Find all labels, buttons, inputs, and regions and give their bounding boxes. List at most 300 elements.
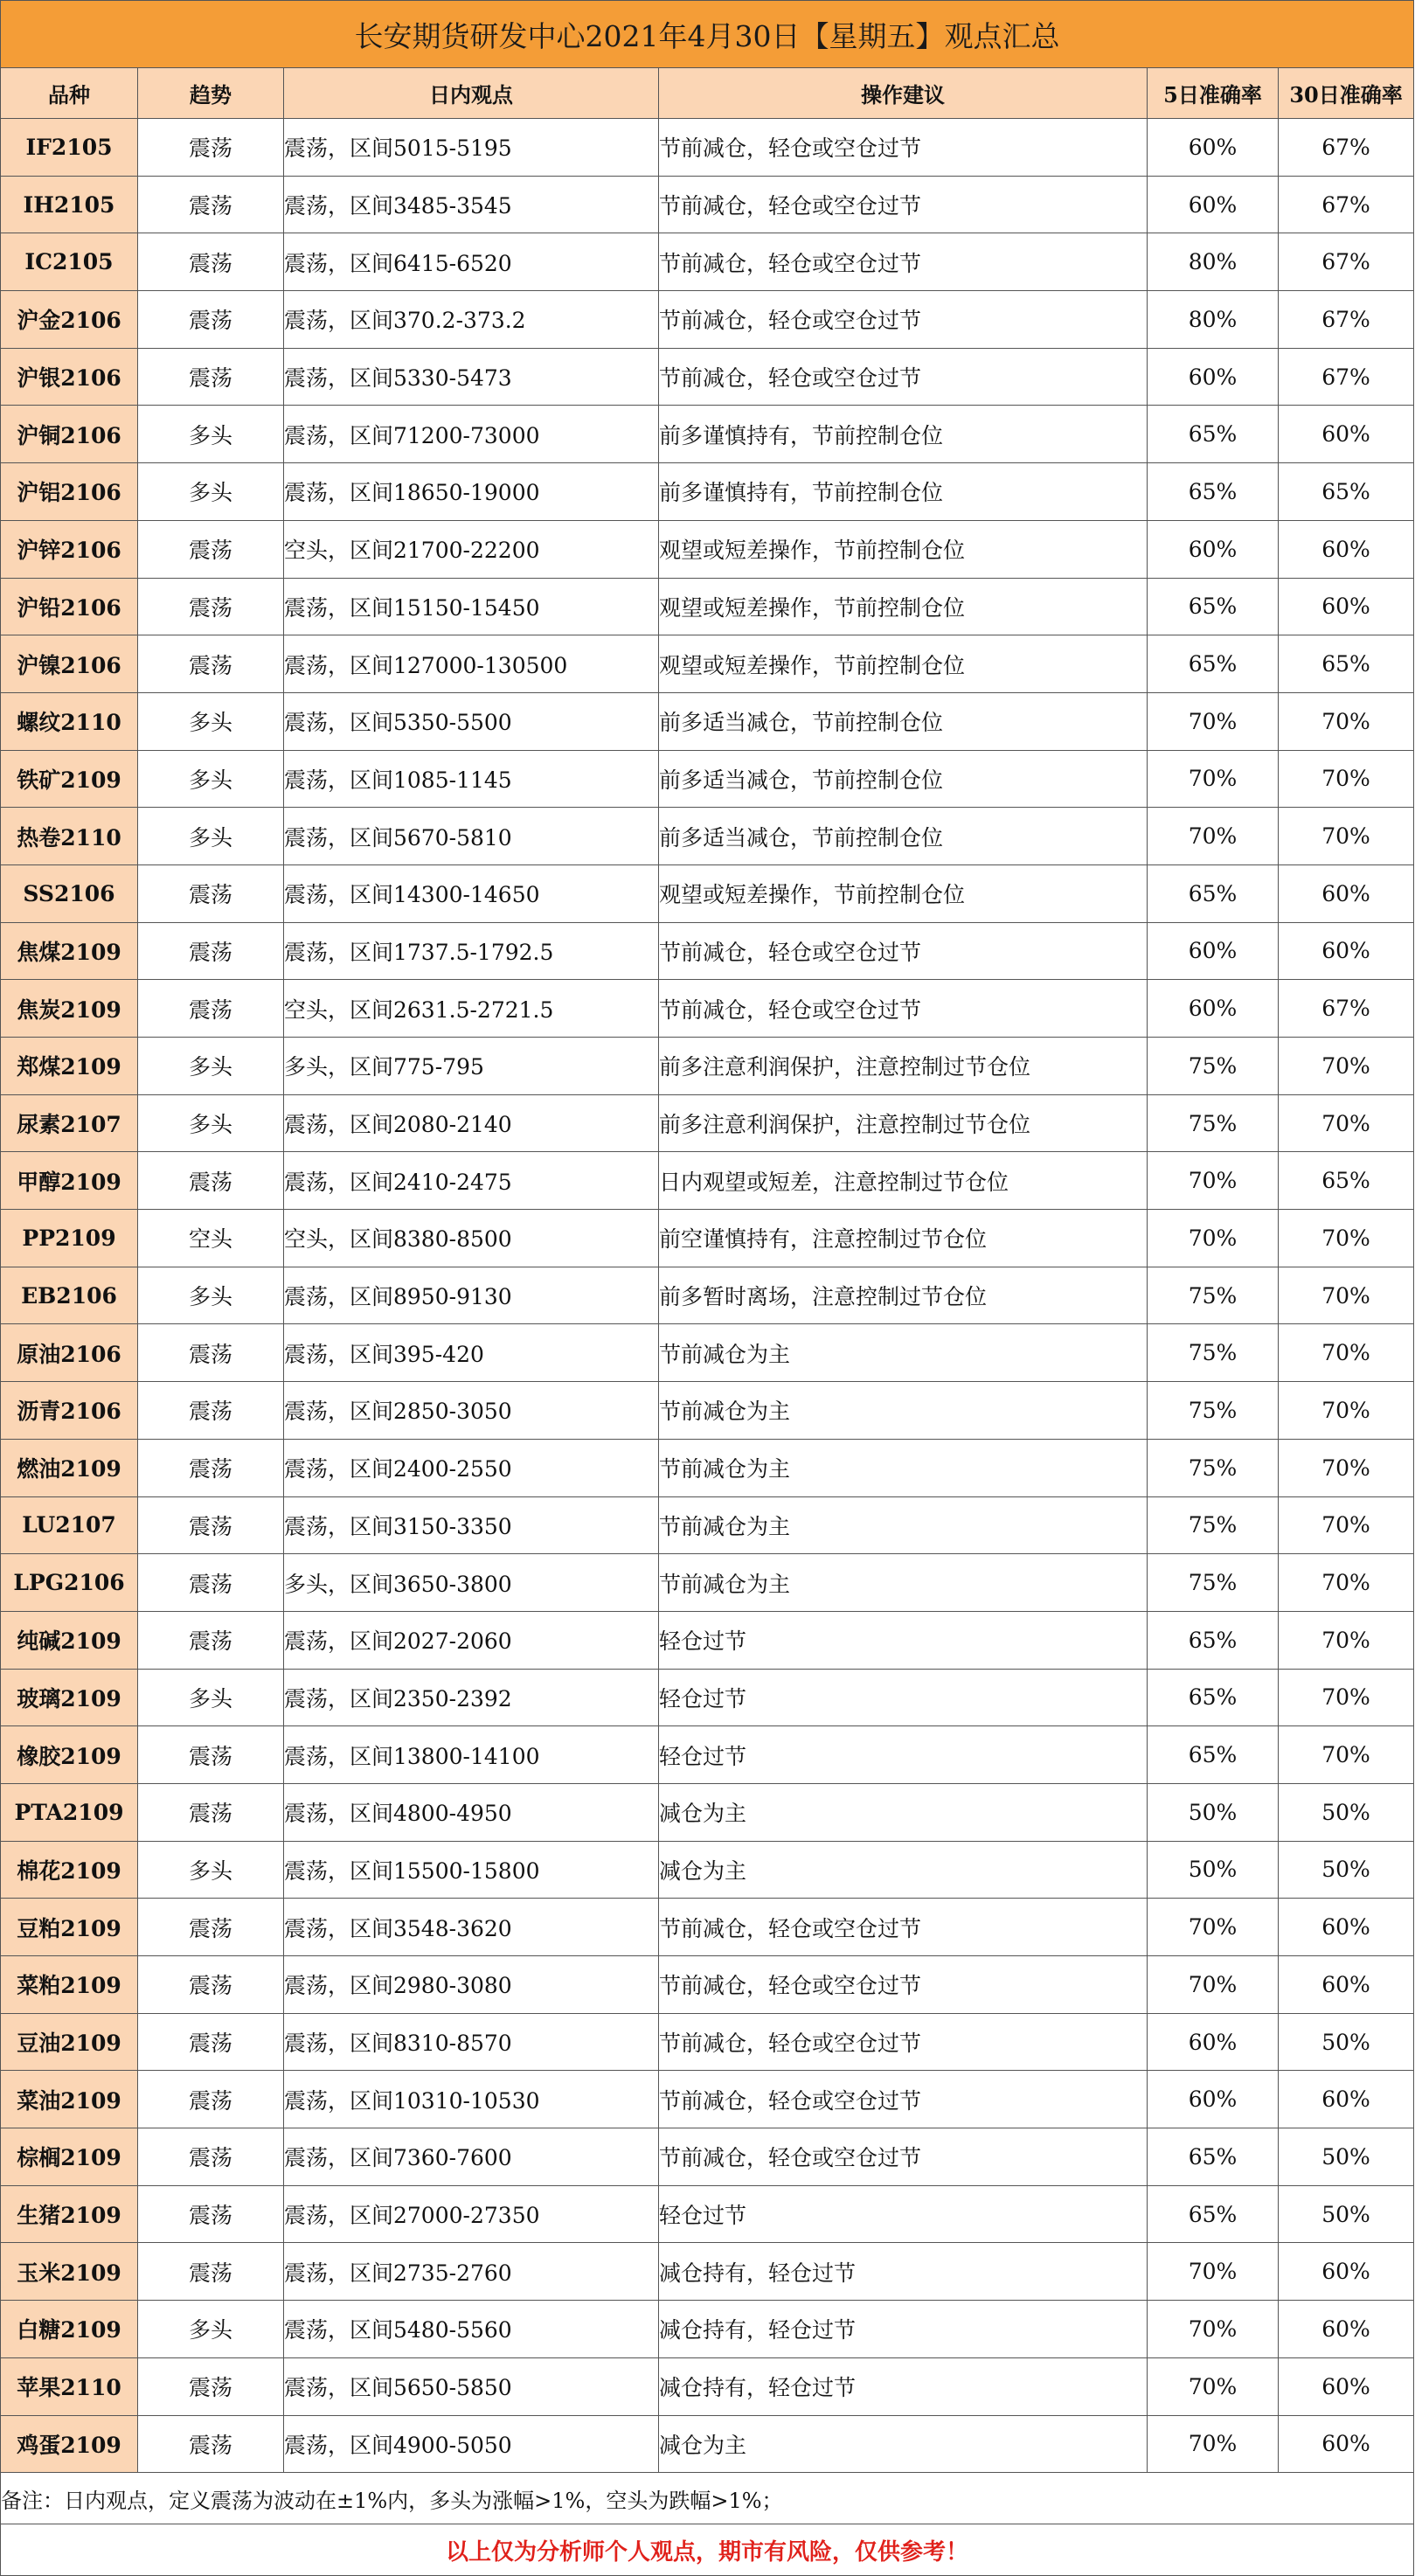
cell-variety: 豆油2109 bbox=[1, 2013, 138, 2071]
cell-variety: 沪银2106 bbox=[1, 348, 138, 406]
cell-intraday: 震荡，区间8310-8570 bbox=[284, 2013, 659, 2071]
cell-acc5: 80% bbox=[1148, 233, 1279, 291]
cell-intraday: 震荡，区间13800-14100 bbox=[284, 1726, 659, 1784]
cell-intraday: 震荡，区间71200-73000 bbox=[284, 406, 659, 463]
cell-advice: 节前减仓，轻仓或空仓过节 bbox=[659, 1956, 1148, 2014]
table-row bbox=[1, 2415, 1414, 2473]
cell-acc5: 70% bbox=[1148, 1956, 1279, 2014]
cell-trend: 震荡 bbox=[138, 1726, 284, 1784]
cell-variety: 鸡蛋2109 bbox=[1, 2415, 138, 2473]
cell-advice: 节前减仓为主 bbox=[659, 1382, 1148, 1440]
cell-trend: 震荡 bbox=[138, 980, 284, 1038]
table-row bbox=[1, 406, 1414, 463]
cell-variety: 沪锌2106 bbox=[1, 520, 138, 578]
cell-trend: 震荡 bbox=[138, 2243, 284, 2301]
table-row bbox=[1, 750, 1414, 808]
cell-intraday: 震荡，区间6415-6520 bbox=[284, 233, 659, 291]
cell-acc30: 67% bbox=[1279, 980, 1414, 1038]
cell-intraday: 震荡，区间2980-3080 bbox=[284, 1956, 659, 2014]
cell-acc30: 67% bbox=[1279, 291, 1414, 349]
cell-advice: 前多适当减仓，节前控制仓位 bbox=[659, 808, 1148, 865]
cell-acc30: 70% bbox=[1279, 1611, 1414, 1669]
cell-intraday: 震荡，区间4900-5050 bbox=[284, 2415, 659, 2473]
table-row bbox=[1, 922, 1414, 980]
cell-intraday: 震荡，区间15150-15450 bbox=[284, 578, 659, 635]
cell-acc30: 60% bbox=[1279, 2243, 1414, 2301]
cell-intraday: 震荡，区间2400-2550 bbox=[284, 1439, 659, 1496]
cell-acc30: 60% bbox=[1279, 578, 1414, 635]
footnote: 备注：日内观点，定义震荡为波动在±1%内，多头为涨幅>1%，空头为跌幅>1%； bbox=[1, 2473, 1414, 2524]
cell-advice: 节前减仓为主 bbox=[659, 1496, 1148, 1554]
cell-intraday: 震荡，区间27000-27350 bbox=[284, 2185, 659, 2243]
cell-acc30: 70% bbox=[1279, 1554, 1414, 1612]
cell-intraday: 多头，区间3650-3800 bbox=[284, 1554, 659, 1612]
cell-trend: 震荡 bbox=[138, 1324, 284, 1382]
table-row bbox=[1, 808, 1414, 865]
cell-advice: 轻仓过节 bbox=[659, 1611, 1148, 1669]
cell-acc5: 65% bbox=[1148, 635, 1279, 693]
cell-variety: 橡胶2109 bbox=[1, 1726, 138, 1784]
table-row bbox=[1, 233, 1414, 291]
cell-variety: 生猪2109 bbox=[1, 2185, 138, 2243]
cell-variety: PP2109 bbox=[1, 1210, 138, 1267]
cell-trend: 震荡 bbox=[138, 348, 284, 406]
cell-variety: 苹果2110 bbox=[1, 2357, 138, 2415]
table-row bbox=[1, 980, 1414, 1038]
cell-variety: 沪铜2106 bbox=[1, 406, 138, 463]
cell-acc5: 60% bbox=[1148, 176, 1279, 233]
cell-acc30: 60% bbox=[1279, 2415, 1414, 2473]
cell-intraday: 震荡，区间7360-7600 bbox=[284, 2128, 659, 2186]
cell-acc30: 50% bbox=[1279, 2128, 1414, 2186]
cell-acc30: 70% bbox=[1279, 1439, 1414, 1496]
cell-acc5: 70% bbox=[1148, 2415, 1279, 2473]
cell-advice: 减仓为主 bbox=[659, 1841, 1148, 1899]
cell-acc5: 70% bbox=[1148, 692, 1279, 750]
cell-acc5: 75% bbox=[1148, 1496, 1279, 1554]
title-row bbox=[1, 1, 1414, 68]
table-row bbox=[1, 1267, 1414, 1324]
table-row bbox=[1, 1899, 1414, 1956]
cell-variety: IF2105 bbox=[1, 119, 138, 177]
cell-intraday: 震荡，区间370.2-373.2 bbox=[284, 291, 659, 349]
cell-advice: 前多注意利润保护，注意控制过节仓位 bbox=[659, 1038, 1148, 1095]
cell-intraday: 震荡，区间2027-2060 bbox=[284, 1611, 659, 1669]
cell-trend: 空头 bbox=[138, 1210, 284, 1267]
cell-trend: 多头 bbox=[138, 692, 284, 750]
cell-advice: 前多适当减仓，节前控制仓位 bbox=[659, 692, 1148, 750]
cell-intraday: 震荡，区间8950-9130 bbox=[284, 1267, 659, 1324]
table-row bbox=[1, 348, 1414, 406]
cell-acc30: 65% bbox=[1279, 463, 1414, 521]
cell-trend: 震荡 bbox=[138, 1899, 284, 1956]
cell-acc5: 70% bbox=[1148, 1210, 1279, 1267]
cell-acc5: 70% bbox=[1148, 750, 1279, 808]
cell-acc5: 75% bbox=[1148, 1324, 1279, 1382]
cell-advice: 前多谨慎持有，节前控制仓位 bbox=[659, 406, 1148, 463]
cell-variety: 菜粕2109 bbox=[1, 1956, 138, 2014]
cell-acc30: 70% bbox=[1279, 692, 1414, 750]
cell-acc30: 67% bbox=[1279, 119, 1414, 177]
cell-advice: 节前减仓，轻仓或空仓过节 bbox=[659, 291, 1148, 349]
cell-acc5: 65% bbox=[1148, 1669, 1279, 1726]
cell-trend: 震荡 bbox=[138, 2357, 284, 2415]
cell-variety: 尿素2107 bbox=[1, 1094, 138, 1152]
table-row bbox=[1, 176, 1414, 233]
cell-trend: 震荡 bbox=[138, 1956, 284, 2014]
cell-acc30: 70% bbox=[1279, 1267, 1414, 1324]
cell-advice: 节前减仓，轻仓或空仓过节 bbox=[659, 1899, 1148, 1956]
cell-trend: 多头 bbox=[138, 1267, 284, 1324]
cell-acc5: 50% bbox=[1148, 1783, 1279, 1841]
cell-advice: 减仓为主 bbox=[659, 2415, 1148, 2473]
cell-intraday: 震荡，区间4800-4950 bbox=[284, 1783, 659, 1841]
table-row bbox=[1, 291, 1414, 349]
cell-advice: 节前减仓，轻仓或空仓过节 bbox=[659, 119, 1148, 177]
cell-acc5: 70% bbox=[1148, 2243, 1279, 2301]
cell-acc30: 50% bbox=[1279, 2185, 1414, 2243]
cell-intraday: 震荡，区间2080-2140 bbox=[284, 1094, 659, 1152]
cell-acc5: 70% bbox=[1148, 808, 1279, 865]
cell-advice: 减仓为主 bbox=[659, 1783, 1148, 1841]
cell-trend: 多头 bbox=[138, 1094, 284, 1152]
cell-intraday: 震荡，区间1085-1145 bbox=[284, 750, 659, 808]
cell-variety: 焦煤2109 bbox=[1, 922, 138, 980]
cell-intraday: 震荡，区间1737.5-1792.5 bbox=[284, 922, 659, 980]
cell-trend: 震荡 bbox=[138, 291, 284, 349]
cell-acc30: 60% bbox=[1279, 1956, 1414, 2014]
cell-trend: 多头 bbox=[138, 1038, 284, 1095]
cell-trend: 震荡 bbox=[138, 2013, 284, 2071]
cell-acc30: 60% bbox=[1279, 520, 1414, 578]
cell-advice: 观望或短差操作，节前控制仓位 bbox=[659, 520, 1148, 578]
cell-acc5: 75% bbox=[1148, 1439, 1279, 1496]
cell-acc30: 60% bbox=[1279, 2301, 1414, 2358]
cell-variety: 玉米2109 bbox=[1, 2243, 138, 2301]
cell-acc30: 70% bbox=[1279, 1038, 1414, 1095]
cell-acc30: 70% bbox=[1279, 1496, 1414, 1554]
table-row bbox=[1, 2185, 1414, 2243]
cell-advice: 前多谨慎持有，节前控制仓位 bbox=[659, 463, 1148, 521]
cell-trend: 震荡 bbox=[138, 1382, 284, 1440]
cell-acc30: 50% bbox=[1279, 1841, 1414, 1899]
cell-advice: 节前减仓，轻仓或空仓过节 bbox=[659, 980, 1148, 1038]
cell-variety: 沪金2106 bbox=[1, 291, 138, 349]
cell-advice: 节前减仓为主 bbox=[659, 1554, 1148, 1612]
cell-variety: 玻璃2109 bbox=[1, 1669, 138, 1726]
cell-acc30: 60% bbox=[1279, 864, 1414, 922]
cell-variety: 燃油2109 bbox=[1, 1439, 138, 1496]
cell-advice: 观望或短差操作，节前控制仓位 bbox=[659, 578, 1148, 635]
cell-acc5: 70% bbox=[1148, 2357, 1279, 2415]
cell-advice: 节前减仓为主 bbox=[659, 1439, 1148, 1496]
cell-acc30: 70% bbox=[1279, 808, 1414, 865]
cell-intraday: 震荡，区间5350-5500 bbox=[284, 692, 659, 750]
cell-advice: 轻仓过节 bbox=[659, 1669, 1148, 1726]
cell-variety: 棕榈2109 bbox=[1, 2128, 138, 2186]
cell-variety: LU2107 bbox=[1, 1496, 138, 1554]
cell-intraday: 震荡，区间5650-5850 bbox=[284, 2357, 659, 2415]
cell-trend: 震荡 bbox=[138, 1496, 284, 1554]
disclaimer-row bbox=[1, 2524, 1414, 2576]
cell-acc30: 50% bbox=[1279, 1783, 1414, 1841]
cell-variety: 原油2106 bbox=[1, 1324, 138, 1382]
cell-variety: 螺纹2110 bbox=[1, 692, 138, 750]
cell-acc30: 70% bbox=[1279, 750, 1414, 808]
table-row bbox=[1, 2357, 1414, 2415]
table-body bbox=[1, 119, 1414, 2473]
cell-advice: 减仓持有，轻仓过节 bbox=[659, 2243, 1148, 2301]
cell-variety: PTA2109 bbox=[1, 1783, 138, 1841]
cell-intraday: 震荡，区间395-420 bbox=[284, 1324, 659, 1382]
cell-acc5: 65% bbox=[1148, 463, 1279, 521]
table-row bbox=[1, 864, 1414, 922]
sheet-title: 长安期货研发中心2021年4月30日【星期五】观点汇总 bbox=[1, 1, 1414, 68]
cell-advice: 日内观望或短差，注意控制过节仓位 bbox=[659, 1152, 1148, 1210]
table-row bbox=[1, 578, 1414, 635]
header-variety: 品种 bbox=[1, 68, 138, 119]
table-row bbox=[1, 1841, 1414, 1899]
disclaimer: 以上仅为分析师个人观点，期市有风险，仅供参考！ bbox=[1, 2524, 1414, 2576]
table-row bbox=[1, 1152, 1414, 1210]
cell-advice: 节前减仓，轻仓或空仓过节 bbox=[659, 922, 1148, 980]
cell-trend: 多头 bbox=[138, 1841, 284, 1899]
table-row bbox=[1, 1611, 1414, 1669]
cell-acc5: 65% bbox=[1148, 1611, 1279, 1669]
cell-intraday: 震荡，区间5015-5195 bbox=[284, 119, 659, 177]
cell-acc5: 65% bbox=[1148, 1726, 1279, 1784]
table-row bbox=[1, 119, 1414, 177]
cell-advice: 减仓持有，轻仓过节 bbox=[659, 2357, 1148, 2415]
table-row bbox=[1, 1783, 1414, 1841]
header-acc5: 5日准确率 bbox=[1148, 68, 1279, 119]
cell-intraday: 震荡，区间2410-2475 bbox=[284, 1152, 659, 1210]
cell-acc5: 50% bbox=[1148, 1841, 1279, 1899]
cell-acc30: 60% bbox=[1279, 1899, 1414, 1956]
cell-acc5: 75% bbox=[1148, 1094, 1279, 1152]
cell-trend: 震荡 bbox=[138, 2071, 284, 2128]
table-row bbox=[1, 2128, 1414, 2186]
cell-advice: 轻仓过节 bbox=[659, 1726, 1148, 1784]
cell-variety: 郑煤2109 bbox=[1, 1038, 138, 1095]
cell-trend: 震荡 bbox=[138, 176, 284, 233]
cell-acc5: 70% bbox=[1148, 1152, 1279, 1210]
cell-intraday: 震荡，区间3485-3545 bbox=[284, 176, 659, 233]
table-row bbox=[1, 2071, 1414, 2128]
cell-trend: 震荡 bbox=[138, 1554, 284, 1612]
cell-acc5: 75% bbox=[1148, 1382, 1279, 1440]
cell-intraday: 震荡，区间5480-5560 bbox=[284, 2301, 659, 2358]
cell-advice: 观望或短差操作，节前控制仓位 bbox=[659, 635, 1148, 693]
cell-advice: 轻仓过节 bbox=[659, 2185, 1148, 2243]
cell-acc30: 60% bbox=[1279, 2357, 1414, 2415]
cell-variety: 沪铝2106 bbox=[1, 463, 138, 521]
table-row bbox=[1, 520, 1414, 578]
cell-trend: 震荡 bbox=[138, 922, 284, 980]
cell-variety: 菜油2109 bbox=[1, 2071, 138, 2128]
cell-advice: 前多暂时离场，注意控制过节仓位 bbox=[659, 1267, 1148, 1324]
cell-advice: 节前减仓，轻仓或空仓过节 bbox=[659, 2013, 1148, 2071]
cell-advice: 节前减仓，轻仓或空仓过节 bbox=[659, 348, 1148, 406]
cell-trend: 多头 bbox=[138, 1669, 284, 1726]
cell-trend: 震荡 bbox=[138, 520, 284, 578]
table-row bbox=[1, 463, 1414, 521]
cell-advice: 前多注意利润保护，注意控制过节仓位 bbox=[659, 1094, 1148, 1152]
cell-trend: 震荡 bbox=[138, 578, 284, 635]
cell-advice: 前多适当减仓，节前控制仓位 bbox=[659, 750, 1148, 808]
cell-trend: 多头 bbox=[138, 750, 284, 808]
cell-trend: 震荡 bbox=[138, 233, 284, 291]
cell-variety: 铁矿2109 bbox=[1, 750, 138, 808]
cell-acc30: 60% bbox=[1279, 2071, 1414, 2128]
cell-variety: 纯碱2109 bbox=[1, 1611, 138, 1669]
cell-acc5: 65% bbox=[1148, 2185, 1279, 2243]
cell-trend: 震荡 bbox=[138, 1152, 284, 1210]
cell-acc30: 65% bbox=[1279, 1152, 1414, 1210]
cell-variety: 焦炭2109 bbox=[1, 980, 138, 1038]
cell-acc30: 50% bbox=[1279, 2013, 1414, 2071]
cell-intraday: 震荡，区间18650-19000 bbox=[284, 463, 659, 521]
header-row bbox=[1, 68, 1414, 119]
cell-acc5: 75% bbox=[1148, 1554, 1279, 1612]
cell-trend: 震荡 bbox=[138, 2415, 284, 2473]
table-row bbox=[1, 2243, 1414, 2301]
cell-acc5: 80% bbox=[1148, 291, 1279, 349]
note-row bbox=[1, 2473, 1414, 2524]
cell-intraday: 多头，区间775-795 bbox=[284, 1038, 659, 1095]
cell-acc5: 60% bbox=[1148, 922, 1279, 980]
cell-intraday: 震荡，区间2350-2392 bbox=[284, 1669, 659, 1726]
header-advice: 操作建议 bbox=[659, 68, 1148, 119]
cell-intraday: 震荡，区间2735-2760 bbox=[284, 2243, 659, 2301]
cell-advice: 前空谨慎持有，注意控制过节仓位 bbox=[659, 1210, 1148, 1267]
cell-variety: IH2105 bbox=[1, 176, 138, 233]
cell-variety: LPG2106 bbox=[1, 1554, 138, 1612]
cell-variety: SS2106 bbox=[1, 864, 138, 922]
cell-acc30: 70% bbox=[1279, 1669, 1414, 1726]
cell-trend: 多头 bbox=[138, 406, 284, 463]
table-row bbox=[1, 1956, 1414, 2014]
cell-intraday: 震荡，区间3150-3350 bbox=[284, 1496, 659, 1554]
cell-trend: 震荡 bbox=[138, 1611, 284, 1669]
cell-trend: 多头 bbox=[138, 808, 284, 865]
cell-variety: 沪镍2106 bbox=[1, 635, 138, 693]
cell-intraday: 震荡，区间10310-10530 bbox=[284, 2071, 659, 2128]
cell-acc5: 65% bbox=[1148, 578, 1279, 635]
cell-trend: 震荡 bbox=[138, 1783, 284, 1841]
cell-variety: 沥青2106 bbox=[1, 1382, 138, 1440]
cell-advice: 观望或短差操作，节前控制仓位 bbox=[659, 864, 1148, 922]
table-row bbox=[1, 1382, 1414, 1440]
cell-intraday: 震荡，区间5330-5473 bbox=[284, 348, 659, 406]
cell-acc30: 60% bbox=[1279, 922, 1414, 980]
header-intraday: 日内观点 bbox=[284, 68, 659, 119]
cell-variety: 豆粕2109 bbox=[1, 1899, 138, 1956]
cell-trend: 多头 bbox=[138, 463, 284, 521]
cell-trend: 多头 bbox=[138, 2301, 284, 2358]
cell-trend: 震荡 bbox=[138, 864, 284, 922]
cell-advice: 节前减仓为主 bbox=[659, 1324, 1148, 1382]
cell-acc5: 75% bbox=[1148, 1038, 1279, 1095]
cell-advice: 减仓持有，轻仓过节 bbox=[659, 2301, 1148, 2358]
cell-intraday: 震荡，区间5670-5810 bbox=[284, 808, 659, 865]
table-row bbox=[1, 2013, 1414, 2071]
cell-intraday: 震荡，区间14300-14650 bbox=[284, 864, 659, 922]
header-trend: 趋势 bbox=[138, 68, 284, 119]
table-row bbox=[1, 2301, 1414, 2358]
cell-variety: 沪铅2106 bbox=[1, 578, 138, 635]
cell-acc30: 70% bbox=[1279, 1210, 1414, 1267]
cell-acc5: 70% bbox=[1148, 2301, 1279, 2358]
cell-variety: 甲醇2109 bbox=[1, 1152, 138, 1210]
cell-variety: EB2106 bbox=[1, 1267, 138, 1324]
cell-acc5: 65% bbox=[1148, 2128, 1279, 2186]
table-row bbox=[1, 1210, 1414, 1267]
cell-acc5: 60% bbox=[1148, 348, 1279, 406]
cell-acc30: 67% bbox=[1279, 233, 1414, 291]
cell-acc5: 60% bbox=[1148, 2013, 1279, 2071]
cell-acc5: 70% bbox=[1148, 1899, 1279, 1956]
cell-variety: IC2105 bbox=[1, 233, 138, 291]
cell-intraday: 震荡，区间3548-3620 bbox=[284, 1899, 659, 1956]
table-row bbox=[1, 1038, 1414, 1095]
table-row bbox=[1, 1726, 1414, 1784]
cell-variety: 热卷2110 bbox=[1, 808, 138, 865]
cell-acc30: 65% bbox=[1279, 635, 1414, 693]
cell-intraday: 震荡，区间2850-3050 bbox=[284, 1382, 659, 1440]
cell-intraday: 空头，区间8380-8500 bbox=[284, 1210, 659, 1267]
cell-advice: 节前减仓，轻仓或空仓过节 bbox=[659, 2071, 1148, 2128]
cell-intraday: 震荡，区间15500-15800 bbox=[284, 1841, 659, 1899]
cell-trend: 震荡 bbox=[138, 2128, 284, 2186]
cell-trend: 震荡 bbox=[138, 635, 284, 693]
table-row bbox=[1, 635, 1414, 693]
cell-trend: 震荡 bbox=[138, 1439, 284, 1496]
cell-acc5: 60% bbox=[1148, 520, 1279, 578]
cell-advice: 节前减仓，轻仓或空仓过节 bbox=[659, 2128, 1148, 2186]
cell-acc5: 60% bbox=[1148, 119, 1279, 177]
table-row bbox=[1, 1439, 1414, 1496]
table-row bbox=[1, 1496, 1414, 1554]
cell-intraday: 空头，区间21700-22200 bbox=[284, 520, 659, 578]
cell-acc5: 75% bbox=[1148, 1267, 1279, 1324]
table-row bbox=[1, 1324, 1414, 1382]
cell-acc30: 70% bbox=[1279, 1324, 1414, 1382]
cell-intraday: 震荡，区间127000-130500 bbox=[284, 635, 659, 693]
cell-acc30: 70% bbox=[1279, 1726, 1414, 1784]
table-row bbox=[1, 1669, 1414, 1726]
cell-trend: 震荡 bbox=[138, 2185, 284, 2243]
cell-variety: 白糖2109 bbox=[1, 2301, 138, 2358]
cell-acc30: 70% bbox=[1279, 1382, 1414, 1440]
cell-acc5: 65% bbox=[1148, 864, 1279, 922]
cell-advice: 节前减仓，轻仓或空仓过节 bbox=[659, 176, 1148, 233]
table-row bbox=[1, 1554, 1414, 1612]
cell-advice: 节前减仓，轻仓或空仓过节 bbox=[659, 233, 1148, 291]
cell-acc5: 60% bbox=[1148, 2071, 1279, 2128]
cell-acc30: 67% bbox=[1279, 176, 1414, 233]
cell-acc30: 60% bbox=[1279, 406, 1414, 463]
cell-intraday: 空头，区间2631.5-2721.5 bbox=[284, 980, 659, 1038]
cell-acc5: 65% bbox=[1148, 406, 1279, 463]
cell-trend: 震荡 bbox=[138, 119, 284, 177]
cell-acc5: 60% bbox=[1148, 980, 1279, 1038]
cell-variety: 棉花2109 bbox=[1, 1841, 138, 1899]
header-acc30: 30日准确率 bbox=[1279, 68, 1414, 119]
table-row bbox=[1, 1094, 1414, 1152]
cell-acc30: 67% bbox=[1279, 348, 1414, 406]
table-row bbox=[1, 692, 1414, 750]
